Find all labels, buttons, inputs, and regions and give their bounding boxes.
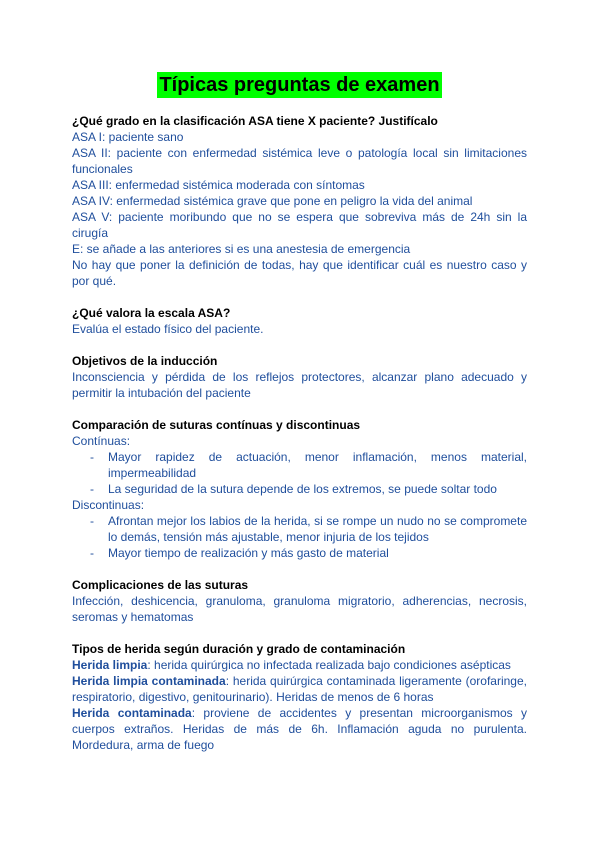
section-asa-scale xyxy=(72,305,527,337)
wound-desc: : herida quirúrgica contaminada ligeramente (orofaringe, respiratorio, digestivo, genitourinario). Heridas de menos de 6 horas xyxy=(72,674,527,704)
answer-line: Evalúa el estado físico del paciente. xyxy=(72,322,264,336)
wound-term: Herida limpia contaminada xyxy=(72,674,226,688)
section-asa-grade xyxy=(72,113,527,289)
wound-term: Herida contaminada xyxy=(72,706,192,720)
section-wound-types xyxy=(72,641,527,753)
answer-line: ASA I: paciente sano xyxy=(72,130,184,144)
discontinuous-label: Discontinuas: xyxy=(72,498,145,512)
document-page xyxy=(72,72,527,769)
answer-line: Infección, deshicencia, granuloma, granuloma migratorio, adherencias, necrosis, seromas y hematomas xyxy=(72,594,527,624)
continuous-label: Contínuas: xyxy=(72,434,131,448)
wound-item xyxy=(72,673,527,705)
dash-marker: - xyxy=(90,482,94,496)
question-heading: Objetivos de la inducción xyxy=(72,354,218,368)
section-suture-complications xyxy=(72,577,527,625)
question-heading: Complicaciones de las suturas xyxy=(72,578,249,592)
list-item xyxy=(72,545,527,561)
discontinuous-list xyxy=(72,513,527,561)
dash-marker: - xyxy=(90,450,94,464)
list-item xyxy=(72,449,527,481)
wound-desc: : herida quirúrgica no infectada realizada bajo condiciones asépticas xyxy=(147,658,511,672)
page-title: Típicas preguntas de examen xyxy=(159,74,440,96)
section-sutures-comparison xyxy=(72,417,527,561)
dash-marker: - xyxy=(90,546,94,560)
list-item-text: La seguridad de la sutura depende de los extremos, se puede soltar todo xyxy=(108,482,497,496)
title-wrap xyxy=(72,72,527,98)
list-item xyxy=(72,481,527,497)
question-heading: Tipos de herida según duración y grado de contaminación xyxy=(72,642,406,656)
wound-desc: : proviene de accidentes y presentan microorganismos y cuerpos extraños. Heridas de más de 6h. Inflamación aguda no purulenta. Mordedura, arma de fuego xyxy=(72,706,527,752)
answer-line: ASA II: paciente con enfermedad sistémica leve o patología local sin limitaciones funcionales xyxy=(72,146,527,176)
wound-term: Herida limpia xyxy=(72,658,148,672)
list-item-text: Mayor rapidez de actuación, menor inflamación, menos material, impermeabilidad xyxy=(108,450,527,480)
continuous-list xyxy=(72,449,527,497)
answer-line: Inconsciencia y pérdida de los reflejos protectores, alcanzar plano adecuado y permitir la intubación del paciente xyxy=(72,370,527,400)
answer-line: ASA IV: enfermedad sistémica grave que pone en peligro la vida del animal xyxy=(72,194,473,208)
list-item-text: Mayor tiempo de realización y más gasto de material xyxy=(108,546,389,560)
list-item xyxy=(72,513,527,545)
dash-marker: - xyxy=(90,514,94,528)
section-induction xyxy=(72,353,527,401)
answer-line: ASA V: paciente moribundo que no se espera que sobreviva más de 24h sin la cirugía xyxy=(72,210,527,240)
question-heading: ¿Qué grado en la clasificación ASA tiene X paciente? Justifícalo xyxy=(72,114,438,128)
answer-line: E: se añade a las anteriores si es una anestesia de emergencia xyxy=(72,242,411,256)
wound-item xyxy=(72,705,527,753)
list-item-text: Afrontan mejor los labios de la herida, si se rompe un nudo no se compromete lo demás, tensión más ajustable, menor injuria de los tejidos xyxy=(108,514,527,544)
wound-item xyxy=(72,657,527,673)
question-heading: Comparación de suturas contínuas y discontinuas xyxy=(72,418,361,432)
answer-line: No hay que poner la definición de todas, hay que identificar cuál es nuestro caso y por qué. xyxy=(72,258,527,288)
answer-line: ASA III: enfermedad sistémica moderada con síntomas xyxy=(72,178,365,192)
question-heading: ¿Qué valora la escala ASA? xyxy=(72,306,231,320)
